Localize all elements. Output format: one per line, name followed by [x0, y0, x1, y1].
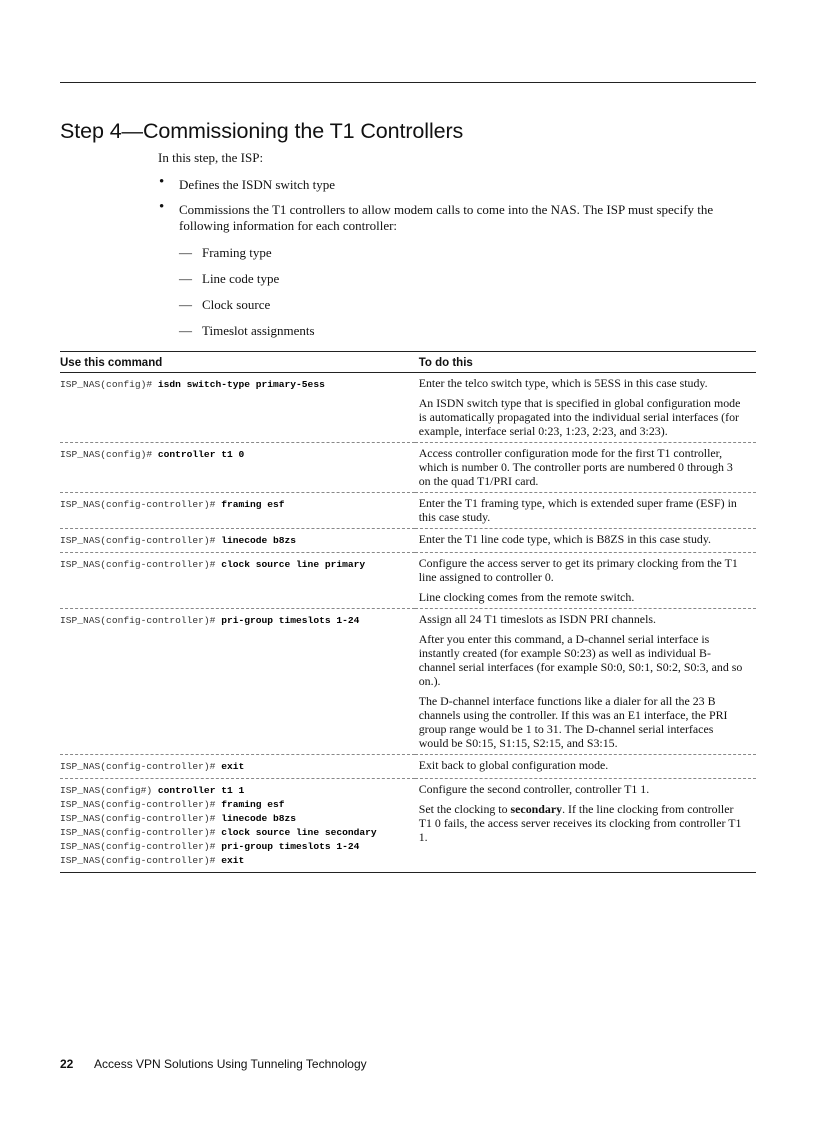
description-paragraph: Access controller configuration mode for the first T1 controller, which is number 0. The controller ports are numbered 0 through 3 on the quad T1/PRI card. [418, 446, 733, 488]
command-prompt: ISP_NAS(config#) [60, 785, 158, 796]
bullet-text: Defines the ISDN switch type [179, 177, 335, 192]
sub-item-text: Line code type [202, 271, 280, 286]
page-number: 22 [60, 1057, 74, 1071]
top-rule [60, 82, 756, 83]
bullet-icon: • [159, 174, 165, 190]
command-prompt: ISP_NAS(config-controller)# [60, 813, 222, 824]
command-prompt: ISP_NAS(config-controller)# [60, 535, 222, 546]
column-header-command: Use this command [60, 352, 415, 373]
description-cell [415, 779, 756, 873]
command-prompt: ISP_NAS(config-controller)# [60, 841, 222, 852]
dash-icon: — [179, 323, 192, 338]
command-cell [60, 755, 415, 779]
description-cell [415, 609, 756, 755]
command-prompt: ISP_NAS(config-controller)# [60, 827, 222, 838]
description-paragraph: An ISDN switch type that is specified in global configuration mode is automatically propagated into the individual serial interfaces (for example, interface serial 0:23, 1:23, 2:23, and 3:23). [418, 396, 741, 438]
description-paragraph: Line clocking comes from the remote switch. [418, 590, 635, 604]
table-row [60, 609, 756, 755]
command-text: pri-group timeslots 1-24 [221, 841, 360, 852]
description-paragraph: Enter the T1 framing type, which is extended super frame (ESF) in this case study. [418, 496, 737, 524]
command-text: framing esf [221, 799, 285, 810]
command-text: controller t1 0 [157, 449, 245, 460]
dash-icon: — [179, 245, 192, 260]
command-text: clock source line secondary [221, 827, 377, 838]
sub-item-text: Framing type [202, 245, 272, 260]
description-paragraph: Enter the telco switch type, which is 5ESS in this case study. [418, 376, 708, 390]
bullet-icon: • [159, 199, 165, 215]
sub-item-text: Clock source [202, 297, 271, 312]
bullet-item [158, 199, 718, 339]
description-cell [415, 529, 756, 553]
sub-list-item [179, 323, 718, 339]
bullet-item [158, 174, 718, 193]
table-row [60, 755, 756, 779]
command-prompt: ISP_NAS(config-controller)# [60, 559, 222, 570]
command-cell [60, 609, 415, 755]
command-cell [60, 553, 415, 609]
bullet-list [158, 172, 718, 339]
bullet-text: Commissions the T1 controllers to allow modem calls to come into the NAS. The ISP must specify the following information for each controller: [179, 202, 714, 233]
description-cell [415, 373, 756, 443]
table-row [60, 529, 756, 553]
command-text: isdn switch-type primary-5ess [157, 379, 325, 390]
command-cell [60, 493, 415, 529]
table-body [60, 373, 756, 873]
command-prompt: ISP_NAS(config-controller)# [60, 799, 222, 810]
command-text: exit [221, 855, 245, 866]
description-cell [415, 755, 756, 779]
command-prompt: ISP_NAS(config)# [60, 379, 158, 390]
footer-title: Access VPN Solutions Using Tunneling Technology [94, 1057, 367, 1071]
description-paragraph: The D-channel interface functions like a dialer for all the 23 B channels using the controller. If this was an E1 interface, the PRI group range would be 1 to 31. The D-channel serial interfaces would be S0:15, S1:15, S2:15, and S3:15. [418, 694, 728, 750]
sub-list [179, 245, 718, 339]
table-row [60, 373, 756, 443]
description-cell [415, 443, 756, 493]
command-cell [60, 529, 415, 553]
command-cell [60, 373, 415, 443]
sub-item-text: Timeslot assignments [202, 323, 315, 338]
command-prompt: ISP_NAS(config)# [60, 449, 158, 460]
command-prompt: ISP_NAS(config-controller)# [60, 615, 222, 626]
command-cell [60, 443, 415, 493]
page-footer [60, 1057, 367, 1071]
command-cell [60, 779, 415, 873]
emphasis-text: secondary [510, 802, 563, 816]
command-prompt: ISP_NAS(config-controller)# [60, 761, 222, 772]
table-row [60, 553, 756, 609]
column-header-description: To do this [415, 352, 756, 373]
description-paragraph: Enter the T1 line code type, which is B8ZS in this case study. [418, 532, 711, 546]
description-paragraph: Configure the access server to get its primary clocking from the T1 line assigned to controller 0. [418, 556, 738, 584]
description-paragraph: After you enter this command, a D-channel serial interface is instantly created (for example S0:23) as well as individual B-channel serial interfaces (for example S0:0, S0:1, S0:2, S0:3, and so on.). [418, 632, 743, 688]
command-text: linecode b8zs [221, 813, 297, 824]
command-text: exit [221, 761, 245, 772]
description-paragraph: Set the clocking to secondary. If the line clocking from controller T1 0 fails, the access server receives its clocking from controller T1 1. [418, 802, 742, 844]
table-row [60, 443, 756, 493]
command-text: framing esf [221, 499, 285, 510]
table-row [60, 493, 756, 529]
description-paragraph: Configure the second controller, controller T1 1. [418, 782, 650, 796]
description-cell [415, 493, 756, 529]
command-prompt: ISP_NAS(config-controller)# [60, 499, 222, 510]
sub-list-item [179, 245, 718, 261]
command-text: clock source line primary [221, 559, 366, 570]
sub-list-item [179, 297, 718, 313]
intro-text: In this step, the ISP: [158, 150, 264, 165]
command-prompt: ISP_NAS(config-controller)# [60, 855, 222, 866]
description-paragraph: Exit back to global configuration mode. [418, 758, 609, 772]
command-text: linecode b8zs [221, 535, 297, 546]
command-text: controller t1 1 [157, 785, 245, 796]
sub-list-item [179, 271, 718, 287]
description-paragraph: Assign all 24 T1 timeslots as ISDN PRI channels. [418, 612, 656, 626]
description-cell [415, 553, 756, 609]
dash-icon: — [179, 271, 192, 286]
command-table [60, 351, 756, 873]
page-title: Step 4—Commissioning the T1 Controllers [60, 119, 464, 143]
dash-icon: — [179, 297, 192, 312]
table-header-row [60, 352, 756, 373]
table-row [60, 779, 756, 873]
command-text: pri-group timeslots 1-24 [221, 615, 360, 626]
